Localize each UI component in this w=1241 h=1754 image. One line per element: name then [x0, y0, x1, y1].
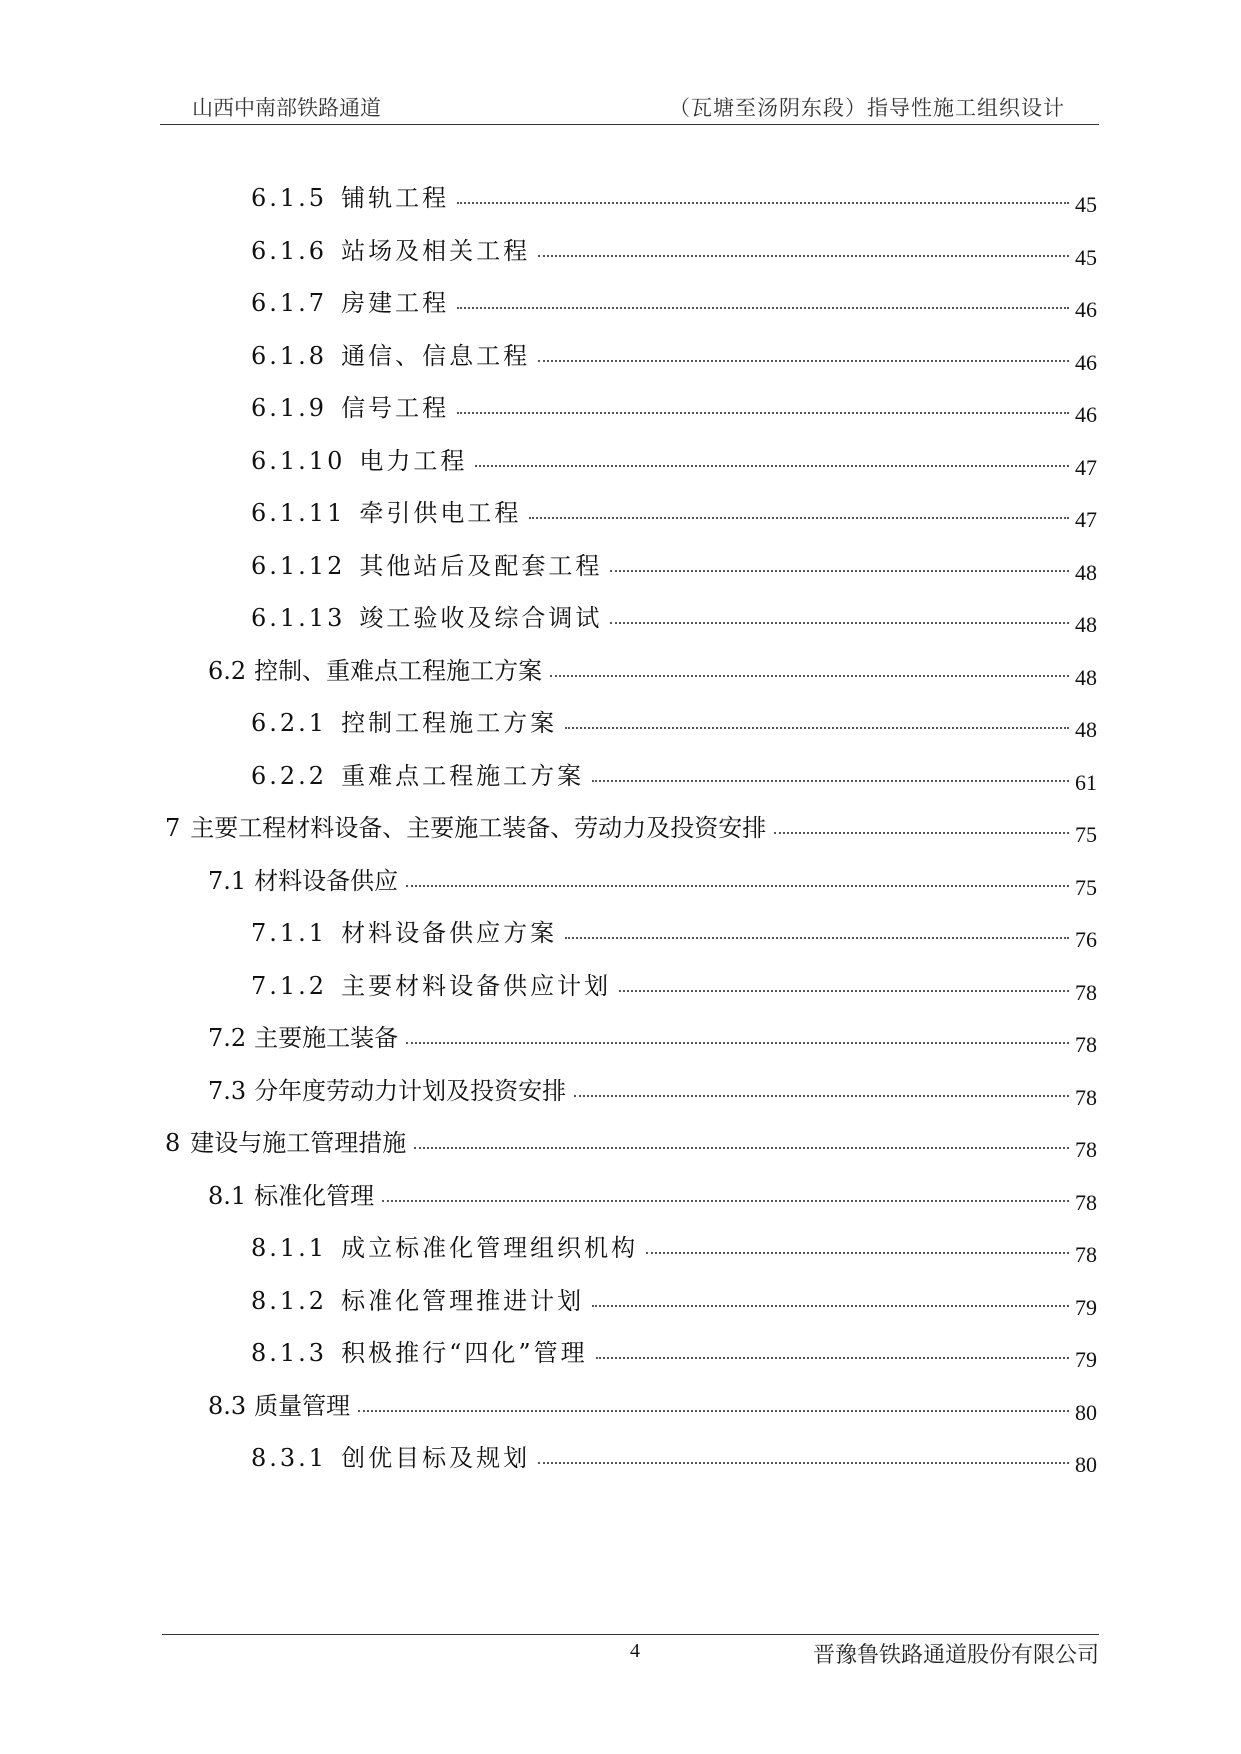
toc-entry-number: 7.1.2 — [251, 971, 328, 1000]
toc-dot-leader — [414, 1147, 1069, 1149]
toc-dot-leader — [406, 885, 1069, 887]
header-project-title: 山西中南部铁路通道 — [192, 96, 381, 120]
toc-entry-number: 6.2 — [208, 656, 247, 685]
toc-entry-page: 78 — [1075, 979, 1097, 1005]
toc-dot-leader — [646, 1252, 1069, 1254]
toc-entry[interactable] — [251, 966, 1097, 1005]
toc-dot-leader — [382, 1200, 1069, 1202]
toc-entry[interactable] — [208, 1018, 1097, 1057]
toc-entry-title: 竣工验收及综合调试 — [359, 604, 603, 632]
toc-entry-title: 重难点工程施工方案 — [341, 761, 585, 790]
toc-entry-page: 48 — [1075, 612, 1097, 637]
toc-entry-page: 47 — [1075, 507, 1097, 532]
toc-entry-page: 48 — [1075, 559, 1097, 585]
toc-entry[interactable] — [251, 1228, 1097, 1267]
toc-dot-leader — [574, 1095, 1069, 1097]
toc-entry-page: 48 — [1075, 664, 1097, 690]
toc-entry-title: 建设与施工管理措施 — [190, 1129, 407, 1157]
toc-dot-leader — [358, 1410, 1069, 1412]
toc-entry-title: 控制、重难点工程施工方案 — [254, 656, 543, 685]
toc-entry-page: 46 — [1075, 402, 1097, 427]
toc-entry-page: 75 — [1075, 822, 1097, 847]
toc-dot-leader — [457, 202, 1069, 204]
toc-dot-leader — [592, 1305, 1069, 1307]
toc-entry[interactable] — [251, 1333, 1097, 1372]
toc-entry-title: 牵引供电工程 — [359, 499, 522, 527]
toc-entry-page: 78 — [1075, 1242, 1097, 1267]
toc-entry-number: 6.1.7 — [251, 289, 328, 317]
toc-entry-number: 7.3 — [208, 1076, 247, 1105]
toc-entry-page: 78 — [1075, 1189, 1097, 1215]
toc-entry-number: 6.1.13 — [251, 604, 346, 632]
toc-entry-page: 45 — [1075, 192, 1097, 217]
toc-entry-title: 其他站后及配套工程 — [359, 551, 603, 580]
header-document-title: （瓦塘至汤阴东段）指导性施工组织设计 — [669, 96, 1065, 120]
toc-entry-number: 6.1.11 — [251, 499, 346, 527]
toc-entry[interactable] — [208, 1071, 1097, 1110]
toc-entry-title: 主要工程材料设备、主要施工装备、劳动力及投资安排 — [190, 814, 767, 842]
toc-entry-page: 46 — [1075, 297, 1097, 322]
toc-entry[interactable] — [251, 1281, 1097, 1320]
toc-entry-number: 8.1.1 — [251, 1234, 328, 1262]
toc-entry-number: 8.1.2 — [251, 1286, 328, 1315]
footer-company-name: 晋豫鲁铁路通道股份有限公司 — [812, 1643, 1099, 1668]
toc-entry-title: 控制工程施工方案 — [341, 709, 558, 737]
toc-dot-leader — [538, 360, 1069, 362]
toc-entry-page: 46 — [1075, 349, 1097, 375]
toc-entry-number: 8.3.1 — [251, 1444, 328, 1472]
toc-entry-title: 主要材料设备供应计划 — [341, 971, 612, 1000]
toc-dot-leader — [538, 1462, 1069, 1464]
toc-entry-number: 7.1.1 — [251, 919, 328, 947]
toc-entry-page: 78 — [1075, 1084, 1097, 1110]
toc-entry-title: 主要施工装备 — [254, 1024, 399, 1052]
toc-entry-page: 76 — [1075, 927, 1097, 952]
toc-entry-number: 8.1 — [208, 1181, 247, 1210]
toc-entry-number: 7.1 — [208, 866, 247, 895]
header-divider — [160, 124, 1099, 125]
toc-entry[interactable] — [251, 388, 1097, 427]
toc-dot-leader — [596, 1357, 1069, 1359]
toc-entry-title: 分年度劳动力计划及投资安排 — [254, 1076, 567, 1105]
toc-dot-leader — [538, 255, 1069, 257]
toc-entry-title: 通信、信息工程 — [341, 341, 531, 370]
toc-entry[interactable] — [208, 1386, 1097, 1425]
toc-entry-number: 6.1.5 — [251, 184, 328, 212]
toc-dot-leader — [475, 465, 1069, 467]
toc-entry-page: 48 — [1075, 717, 1097, 742]
toc-entry[interactable] — [251, 913, 1097, 952]
toc-entry[interactable] — [165, 808, 1097, 847]
toc-entry[interactable] — [208, 651, 1097, 690]
toc-entry[interactable] — [165, 1123, 1097, 1162]
toc-entry[interactable] — [251, 441, 1097, 480]
toc-dot-leader — [529, 517, 1069, 519]
toc-entry-title: 站场及相关工程 — [341, 236, 531, 265]
toc-entry-page: 47 — [1075, 454, 1097, 480]
toc-entry-title: 创优目标及规划 — [341, 1444, 531, 1472]
toc-entry-number: 6.2.2 — [251, 761, 328, 790]
toc-dot-leader — [550, 675, 1069, 677]
toc-dot-leader — [457, 307, 1069, 309]
toc-entry-title: 质量管理 — [254, 1391, 351, 1420]
toc-entry-page: 78 — [1075, 1032, 1097, 1057]
toc-entry-title: 标准化管理 — [254, 1181, 375, 1210]
toc-entry-number: 7.2 — [208, 1024, 247, 1052]
toc-dot-leader — [610, 622, 1069, 624]
footer-page-number: 4 — [630, 1640, 640, 1662]
toc-entry-title: 房建工程 — [341, 289, 450, 317]
toc-entry[interactable] — [251, 598, 1097, 637]
toc-entry-page: 80 — [1075, 1399, 1097, 1425]
toc-entry[interactable] — [251, 336, 1097, 375]
toc-entry-number: 6.1.6 — [251, 236, 328, 265]
toc-dot-leader — [565, 937, 1069, 939]
toc-entry-number: 6.1.10 — [251, 446, 346, 475]
toc-entry[interactable] — [251, 231, 1097, 270]
toc-entry-number: 6.1.9 — [251, 394, 328, 422]
toc-entry[interactable] — [208, 861, 1097, 900]
toc-entry-number: 8 — [165, 1129, 181, 1157]
page-header — [160, 92, 1099, 124]
toc-entry-title: 成立标准化管理组织机构 — [341, 1234, 639, 1262]
toc-entry-title: 积极推行“四化”管理 — [341, 1339, 588, 1367]
toc-entry[interactable] — [251, 1438, 1097, 1477]
toc-entry-title: 信号工程 — [341, 394, 450, 422]
toc-dot-leader — [774, 832, 1069, 834]
toc-entry-page: 45 — [1075, 244, 1097, 270]
toc-entry[interactable] — [208, 1176, 1097, 1215]
toc-entry[interactable] — [251, 546, 1097, 585]
toc-entry-page: 61 — [1075, 769, 1097, 795]
toc-entry-title: 铺轨工程 — [341, 184, 450, 212]
toc-entry[interactable] — [251, 756, 1097, 795]
toc-dot-leader — [619, 990, 1069, 992]
toc-dot-leader — [592, 780, 1069, 782]
toc-entry-number: 6.1.12 — [251, 551, 346, 580]
toc-dot-leader — [565, 727, 1069, 729]
toc-entry[interactable] — [251, 283, 1097, 322]
toc-entry-number: 8.1.3 — [251, 1339, 328, 1367]
toc-dot-leader — [457, 412, 1069, 414]
toc-entry[interactable] — [251, 178, 1097, 217]
footer-divider — [162, 1634, 1099, 1635]
toc-entry-number: 8.3 — [208, 1391, 247, 1420]
toc-entry-page: 79 — [1075, 1294, 1097, 1320]
toc-entry-title: 材料设备供应方案 — [341, 919, 558, 947]
toc-entry-number: 6.2.1 — [251, 709, 328, 737]
toc-entry-title: 标准化管理推进计划 — [341, 1286, 585, 1315]
toc-dot-leader — [610, 570, 1069, 572]
toc-entry-number: 6.1.8 — [251, 341, 328, 370]
toc-entry[interactable] — [251, 703, 1097, 742]
toc-entry-page: 78 — [1075, 1137, 1097, 1162]
toc-entry-title: 材料设备供应 — [254, 866, 399, 895]
toc-entry-title: 电力工程 — [359, 446, 468, 475]
toc-dot-leader — [406, 1042, 1069, 1044]
toc-entry[interactable] — [251, 493, 1097, 532]
toc-entry-number: 7 — [165, 814, 181, 842]
toc-entry-page: 79 — [1075, 1347, 1097, 1372]
toc-entry-page: 75 — [1075, 874, 1097, 900]
toc-entry-page: 80 — [1075, 1452, 1097, 1477]
